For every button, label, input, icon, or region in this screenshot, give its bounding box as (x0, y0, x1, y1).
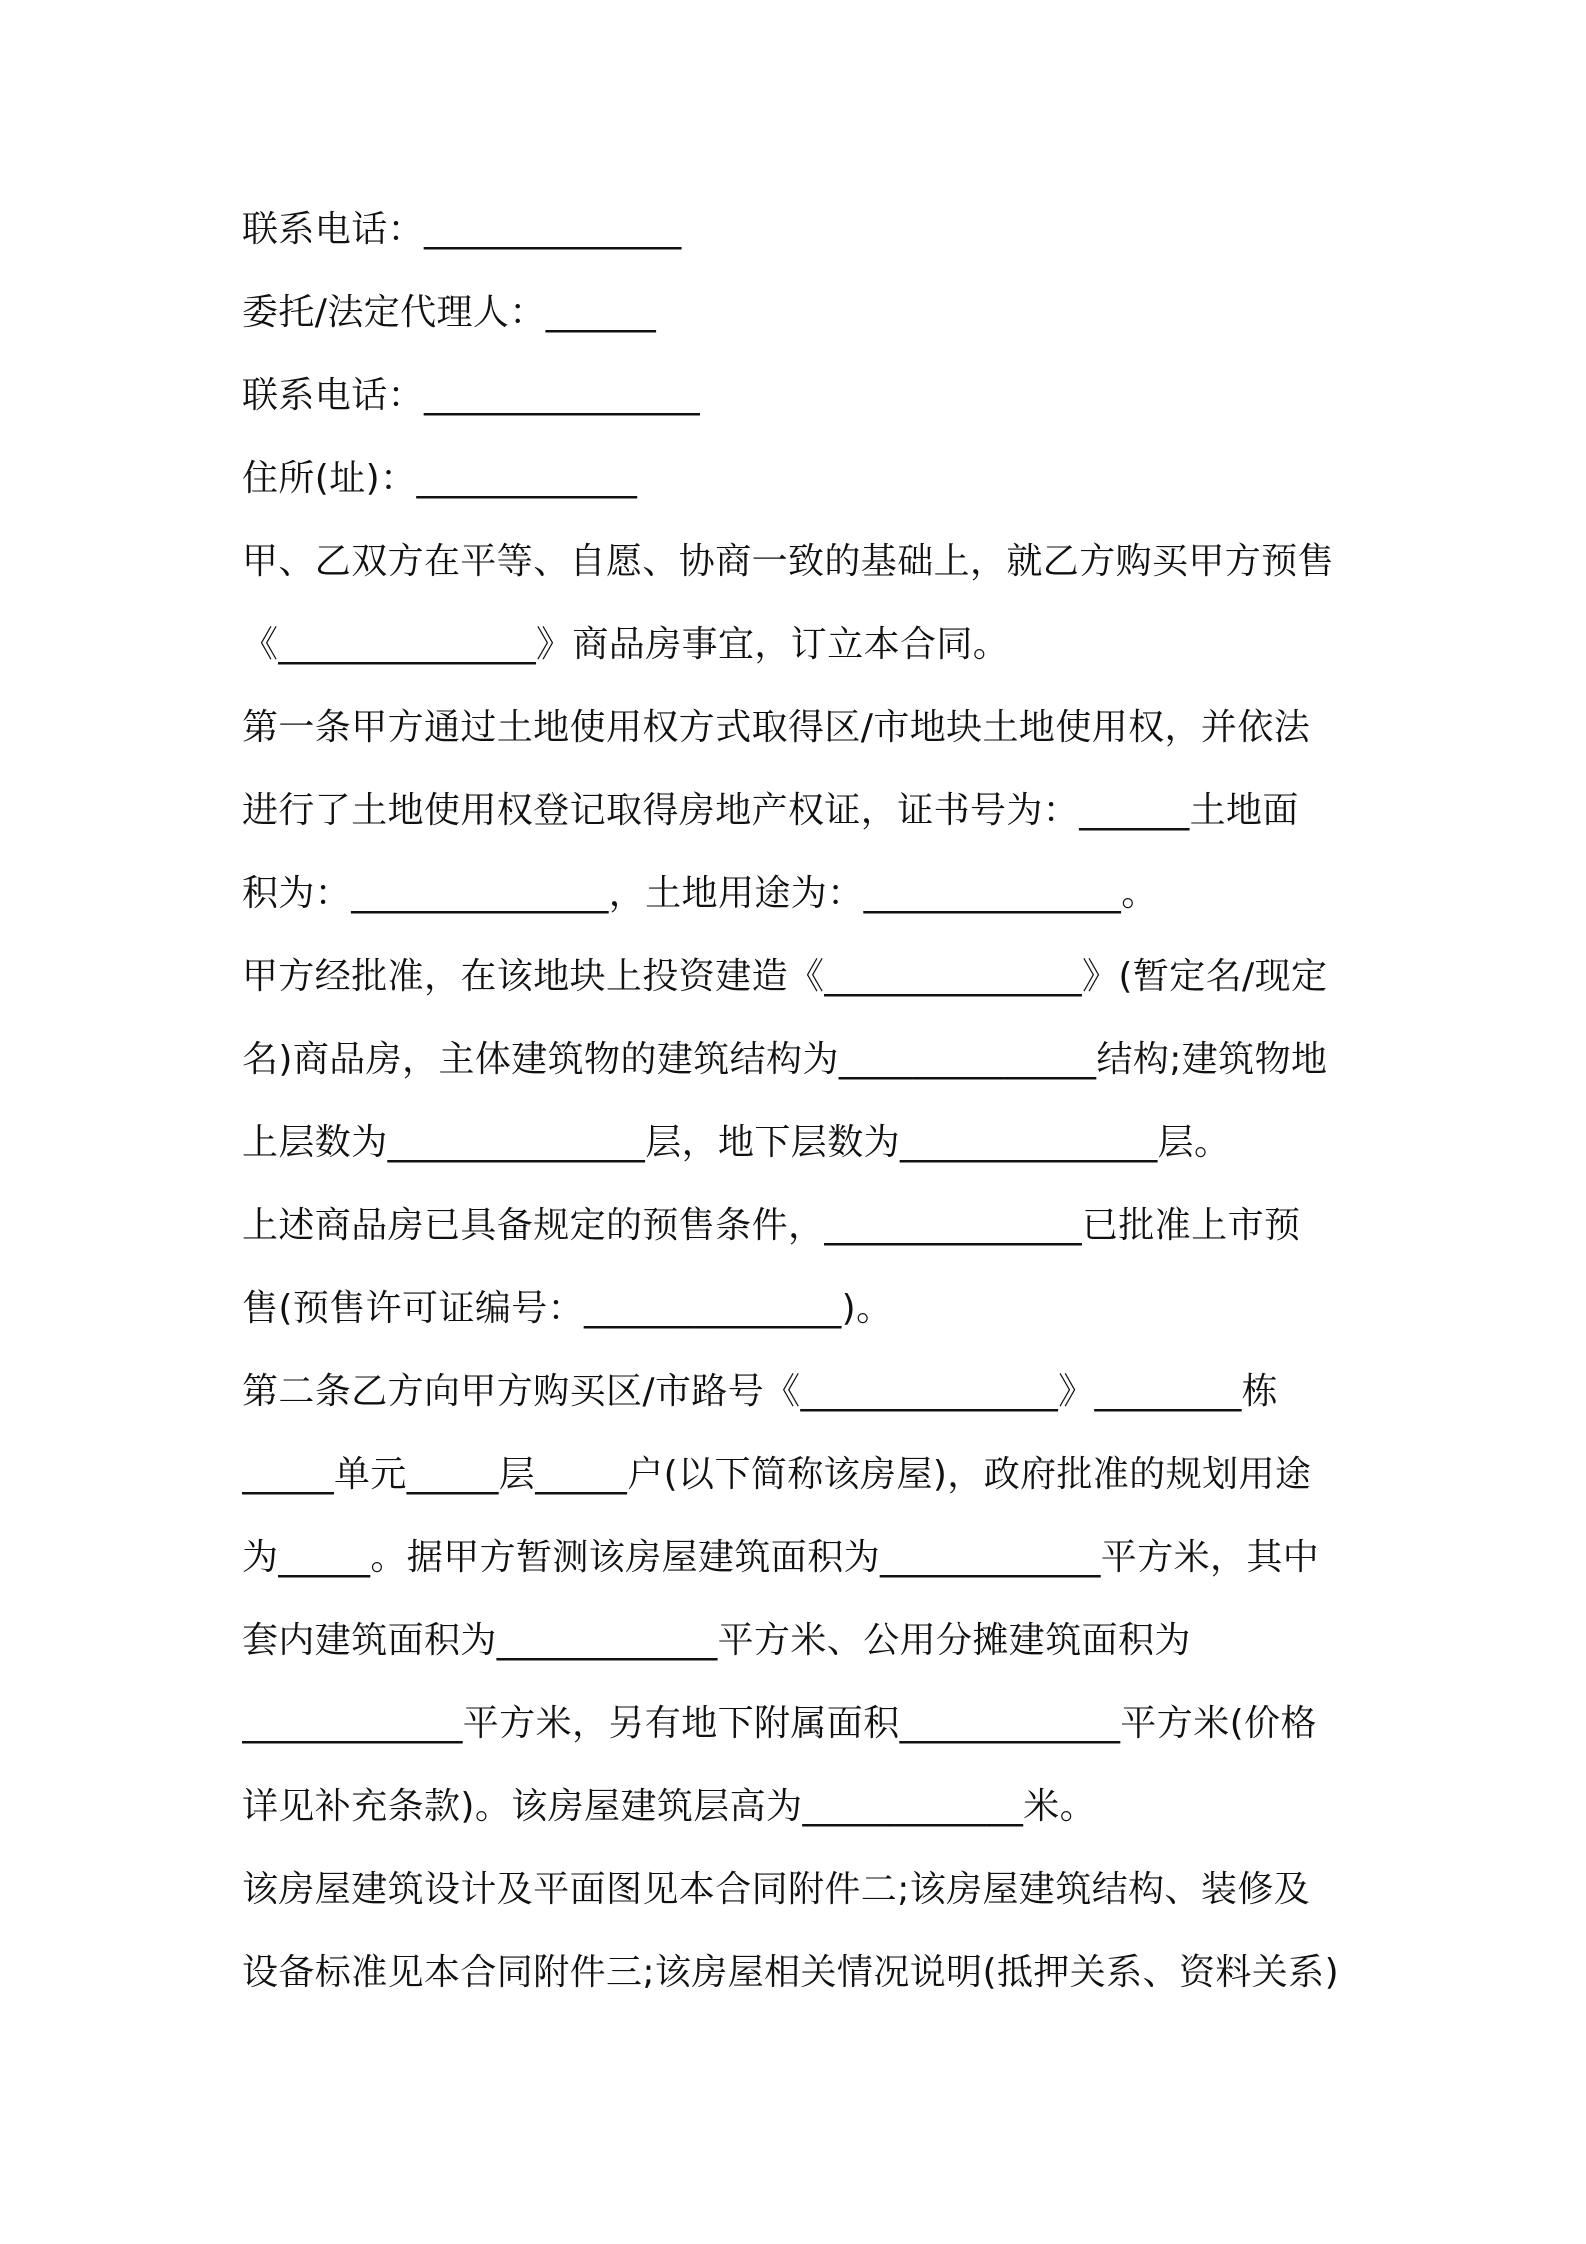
paragraph-line: 名)商品房，主体建筑物的建筑结构为______________结构;建筑物地 (242, 1039, 1328, 1080)
contact-phone-line: 联系电话：______________ (242, 209, 682, 250)
article-one-line: 积为：______________，土地用途为：______________。 (242, 873, 1158, 914)
paragraph-line: 甲方经批准，在该地块上投资建造《______________》(暂定名/现定 (242, 956, 1328, 997)
paragraph-line: 甲、乙双方在平等、自愿、协商一致的基础上，就乙方购买甲方预售 (242, 541, 1335, 582)
article-two-line: _____单元_____层_____户(以下简称该房屋)，政府批准的规划用途 (242, 1454, 1312, 1495)
paragraph-line: 该房屋建筑设计及平面图见本合同附件二;该房屋建筑结构、装修及 (242, 1869, 1311, 1910)
article-one-line: 进行了土地使用权登记取得房地产权证，证书号为：______土地面 (242, 790, 1299, 831)
paragraph-line: 设备标准见本合同附件三;该房屋相关情况说明(抵押关系、资料关系) (242, 1952, 1340, 1993)
agent-line: 委托/法定代理人：______ (242, 292, 657, 333)
paragraph-line: 上述商品房已具备规定的预售条件，______________已批准上市预 (242, 1205, 1301, 1246)
paragraph-line: 售(预售许可证编号：______________)。 (242, 1288, 893, 1329)
article-one-line: 第一条甲方通过土地使用权方式取得区/市地块土地使用权，并依法 (242, 707, 1311, 748)
article-two-line: 第二条乙方向甲方购买区/市路号《______________》________栋 (242, 1371, 1279, 1412)
article-two-line: 详见补充条款)。该房屋建筑层高为____________米。 (242, 1786, 1097, 1827)
address-line: 住所(址)：____________ (242, 458, 638, 499)
contact-phone-line: 联系电话：_______________ (242, 375, 700, 416)
contract-body (242, 198, 1372, 2024)
paragraph-line: 上层数为______________层，地下层数为______________层。 (242, 1122, 1231, 1163)
article-two-line: 为_____。据甲方暂测该房屋建筑面积为____________平方米，其中 (242, 1537, 1320, 1578)
paragraph-line: 《______________》商品房事宜，订立本合同。 (242, 624, 1010, 665)
article-two-line: 套内建筑面积为____________平方米、公用分摊建筑面积为 (242, 1620, 1191, 1661)
article-two-line: ____________平方米，另有地下附属面积____________平方米(价格 (242, 1703, 1317, 1744)
